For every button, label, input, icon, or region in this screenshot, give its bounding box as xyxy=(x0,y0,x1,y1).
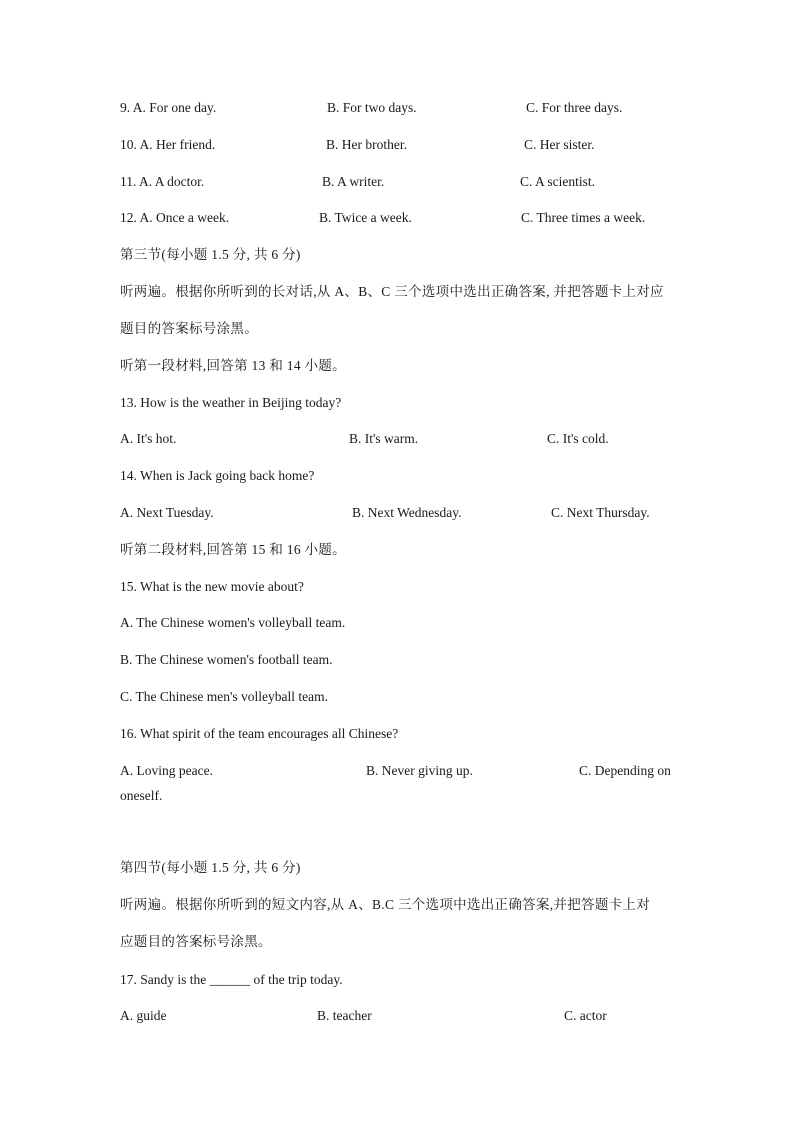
q9-option-a: 9. A. For one day. xyxy=(120,100,217,115)
q17-stem: 17. Sandy is the ______ of the trip today. xyxy=(120,972,343,987)
q10-option-a: 10. A. Her friend. xyxy=(120,137,216,152)
q16-option-c-continuation: oneself. xyxy=(120,788,163,803)
q15-stem: 15. What is the new movie about? xyxy=(120,579,304,594)
q16-stem: 16. What spirit of the team encourages all Chinese? xyxy=(120,726,399,741)
q15-option-a: A. The Chinese women's volleyball team. xyxy=(120,615,346,630)
section3-material2: 听第二段材料,回答第 15 和 16 小题。 xyxy=(120,542,346,557)
q12-option-b: B. Twice a week. xyxy=(319,210,412,225)
q9-option-b: B. For two days. xyxy=(327,100,417,115)
q17-option-c: C. actor xyxy=(564,1008,607,1023)
q10-option-b: B. Her brother. xyxy=(326,137,407,152)
q13-option-c: C. It's cold. xyxy=(547,431,609,446)
q15-option-c: C. The Chinese men's volleyball team. xyxy=(120,689,329,704)
q17-option-b: B. teacher xyxy=(317,1008,372,1023)
section3-material1: 听第一段材料,回答第 13 和 14 小题。 xyxy=(120,358,346,373)
q17-option-a: A. guide xyxy=(120,1008,167,1023)
section3-heading: 第三节(每小题 1.5 分, 共 6 分) xyxy=(120,247,301,262)
q11-option-a: 11. A. A doctor. xyxy=(120,174,205,189)
section4-heading: 第四节(每小题 1.5 分, 共 6 分) xyxy=(120,860,301,875)
q14-stem: 14. When is Jack going back home? xyxy=(120,468,315,483)
q16-option-b: B. Never giving up. xyxy=(366,763,473,778)
q16-option-c: C. Depending on xyxy=(579,763,671,778)
section3-instruction-line1: 听两遍。根据你所听到的长对话,从 A、B、C 三个选项中选出正确答案, 并把答题卡上对应 xyxy=(120,284,664,299)
q16-option-a: A. Loving peace. xyxy=(120,763,213,778)
q11-option-b: B. A writer. xyxy=(322,174,385,189)
q14-option-a: A. Next Tuesday. xyxy=(120,505,214,520)
q12-option-a: 12. A. Once a week. xyxy=(120,210,230,225)
section4-instruction-line1: 听两遍。根据你所听到的短文内容,从 A、B.C 三个选项中选出正确答案,并把答题卡上对 xyxy=(120,897,651,912)
q11-option-c: C. A scientist. xyxy=(520,174,596,189)
q15-option-b: B. The Chinese women's football team. xyxy=(120,652,333,667)
q14-option-b: B. Next Wednesday. xyxy=(352,505,462,520)
q9-option-c: C. For three days. xyxy=(526,100,623,115)
q13-stem: 13. How is the weather in Beijing today? xyxy=(120,395,342,410)
section3-instruction-line2: 题目的答案标号涂黑。 xyxy=(120,321,258,336)
q12-option-c: C. Three times a week. xyxy=(521,210,646,225)
q13-option-a: A. It's hot. xyxy=(120,431,177,446)
section4-instruction-line2: 应题目的答案标号涂黑。 xyxy=(120,934,272,949)
q10-option-c: C. Her sister. xyxy=(524,137,595,152)
q13-option-b: B. It's warm. xyxy=(349,431,419,446)
q14-option-c: C. Next Thursday. xyxy=(551,505,650,520)
